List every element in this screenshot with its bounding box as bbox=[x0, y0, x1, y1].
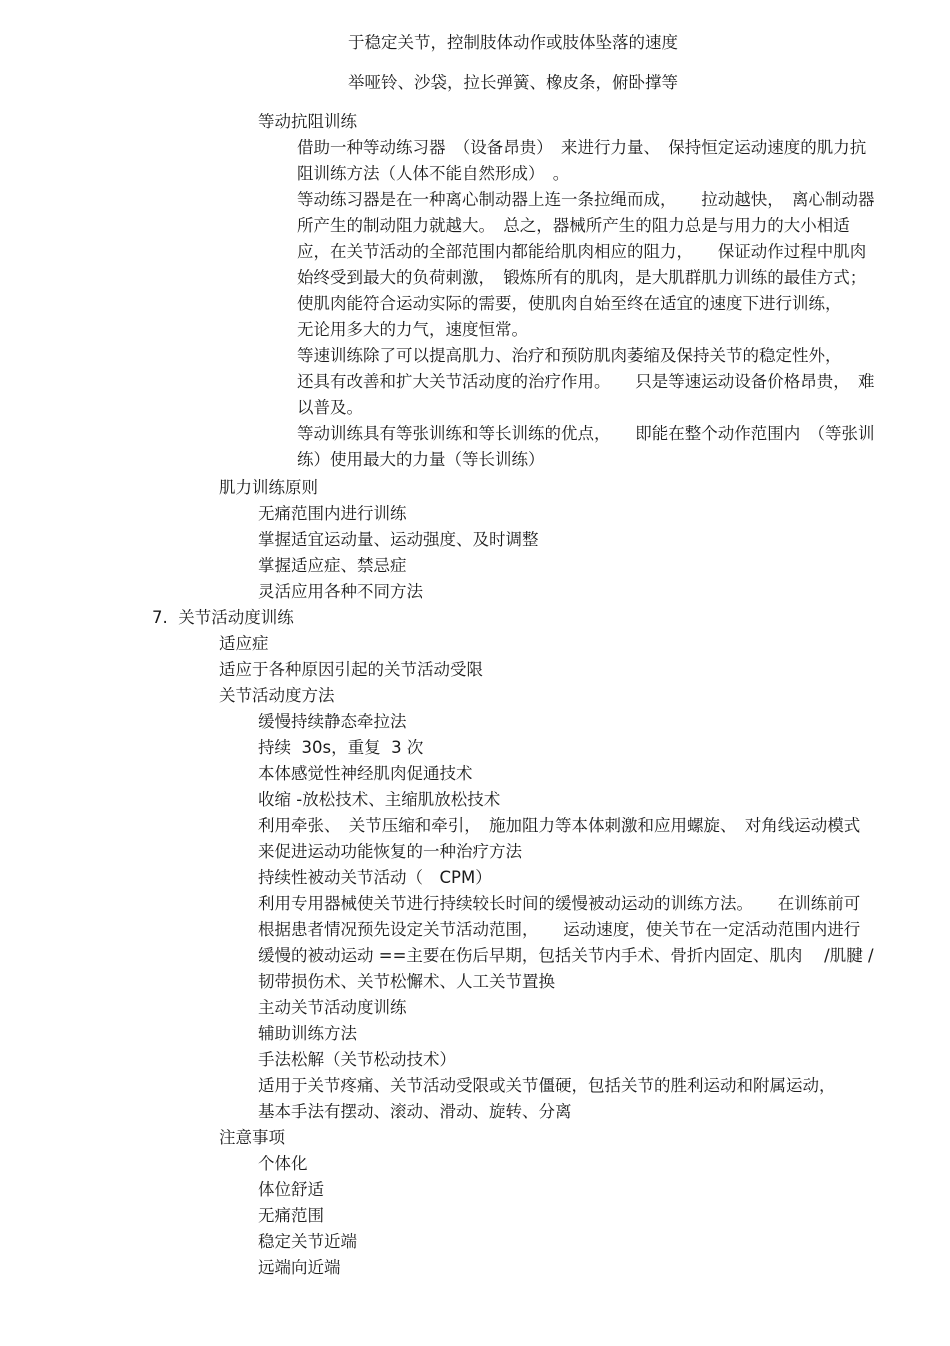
text-line: 以普及。 bbox=[297, 398, 363, 417]
list-item: 持续 30s，重复 3 次 bbox=[258, 738, 424, 757]
list-item: 持续性被动关节活动（ CPM） bbox=[258, 868, 492, 887]
list-item: 辅助训练方法 bbox=[258, 1024, 357, 1043]
list-item: 稳定关节近端 bbox=[258, 1232, 357, 1251]
list-item: 掌握适应症、禁忌症 bbox=[258, 556, 407, 575]
list-item: 缓慢的被动运动 ==主要在伤后早期，包括关节内手术、骨折内固定、肌肉 /肌腱 / bbox=[258, 946, 874, 965]
heading-precautions: 注意事项 bbox=[219, 1128, 285, 1147]
list-item: 缓慢持续静态牵拉法 bbox=[258, 712, 407, 731]
list-item: 收缩 -放松技术、主缩肌放松技术 bbox=[258, 790, 501, 809]
list-item: 体位舒适 bbox=[258, 1180, 324, 1199]
list-item: 个体化 bbox=[258, 1154, 308, 1173]
text-line: 使肌肉能符合运动实际的需要，使肌肉自始至终在适宜的速度下进行训练， bbox=[297, 294, 842, 313]
text-line: 练）使用最大的力量（等长训练） bbox=[297, 450, 545, 469]
list-item: 无痛范围内进行训练 bbox=[258, 504, 407, 523]
heading-strength-training-principles: 肌力训练原则 bbox=[219, 478, 318, 497]
heading-indications: 适应症 bbox=[219, 634, 269, 653]
text-line: 等动训练具有等张训练和等长训练的优点， 即能在整个动作范围内 （等张训 bbox=[297, 424, 875, 443]
list-item: 远端向近端 bbox=[258, 1258, 341, 1277]
list-item: 无痛范围 bbox=[258, 1206, 324, 1225]
text-line: 还具有改善和扩大关节活动度的治疗作用。 只是等速运动设备价格昂贵， 难 bbox=[297, 372, 875, 391]
list-item: 韧带损伤术、关节松懈术、人工关节置换 bbox=[258, 972, 555, 991]
list-item: 基本手法有摆动、滚动、滑动、旋转、分离 bbox=[258, 1102, 572, 1121]
heading-isokinetic-training: 等动抗阻训练 bbox=[258, 112, 357, 131]
section-heading-rom-training: 7. 关节活动度训练 bbox=[152, 608, 294, 627]
list-item: 来促进运动功能恢复的一种治疗方法 bbox=[258, 842, 522, 861]
list-item: 灵活应用各种不同方法 bbox=[258, 582, 423, 601]
list-item: 掌握适宜运动量、运动强度、及时调整 bbox=[258, 530, 539, 549]
text-line: 适应于各种原因引起的关节活动受限 bbox=[219, 660, 483, 679]
list-item: 适用于关节疼痛、关节活动受限或关节僵硬，包括关节的胜利运动和附属运动， bbox=[258, 1076, 836, 1095]
text-line: 等速训练除了可以提高肌力、治疗和预防肌肉萎缩及保持关节的稳定性外， bbox=[297, 346, 842, 365]
text-line: 于稳定关节，控制肢体动作或肢体坠落的速度 bbox=[348, 33, 678, 52]
list-item: 本体感觉性神经肌肉促通技术 bbox=[258, 764, 473, 783]
text-line: 无论用多大的力气，速度恒常。 bbox=[297, 320, 528, 339]
text-line: 等动练习器是在一种离心制动器上连一条拉绳而成， 拉动越快， 离心制动器 bbox=[297, 190, 875, 209]
list-item: 利用牵张、 关节压缩和牵引， 施加阻力等本体刺激和应用螺旋、 对角线运动模式 bbox=[258, 816, 861, 835]
list-item: 利用专用器械使关节进行持续较长时间的缓慢被动运动的训练方法。 在训练前可 bbox=[258, 894, 861, 913]
text-line: 借助一种等动练习器 （设备昂贵） 来进行力量、 保持恒定运动速度的肌力抗 bbox=[297, 138, 867, 157]
heading-rom-methods: 关节活动度方法 bbox=[219, 686, 335, 705]
text-line: 所产生的制动阻力就越大。 总之，器械所产生的阻力总是与用力的大小相适 bbox=[297, 216, 850, 235]
text-line: 阻训练方法（人体不能自然形成） 。 bbox=[297, 164, 570, 183]
list-item: 手法松解（关节松动技术） bbox=[258, 1050, 456, 1069]
list-item: 主动关节活动度训练 bbox=[258, 998, 407, 1017]
text-line: 始终受到最大的负荷刺激， 锻炼所有的肌肉，是大肌群肌力训练的最佳方式； bbox=[297, 268, 867, 287]
text-line: 举哑铃、沙袋，拉长弹簧、橡皮条，俯卧撑等 bbox=[348, 73, 678, 92]
list-item: 根据患者情况预先设定关节活动范围， 运动速度，使关节在一定活动范围内进行 bbox=[258, 920, 861, 939]
text-line: 应，在关节活动的全部范围内都能给肌肉相应的阻力， 保证动作过程中肌肉 bbox=[297, 242, 867, 261]
